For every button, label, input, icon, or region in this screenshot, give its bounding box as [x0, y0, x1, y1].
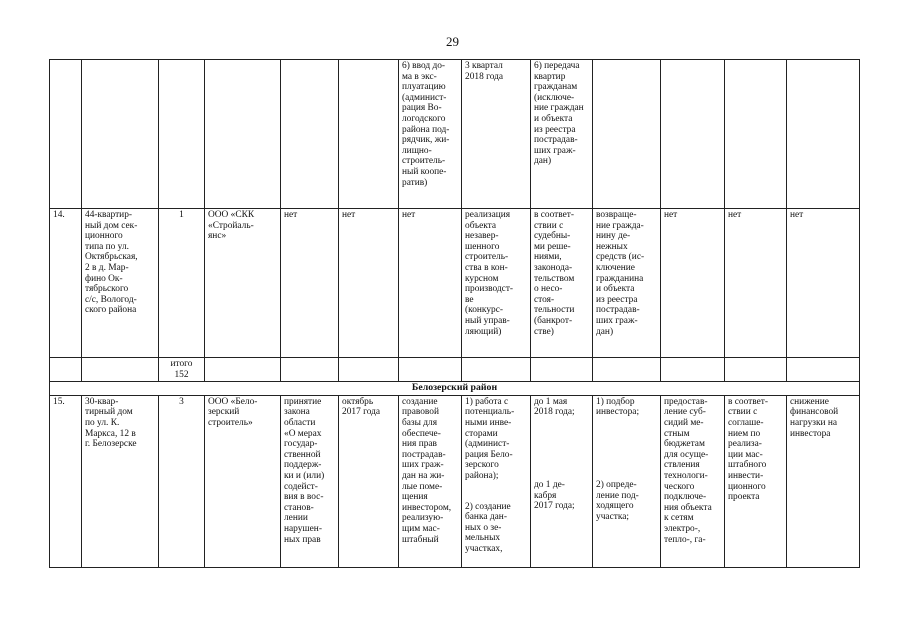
cell	[462, 358, 531, 382]
cell-lines	[284, 397, 335, 545]
cell-lines	[208, 210, 277, 242]
cell-line: Маркса, 12 в	[85, 428, 136, 439]
cell-lines	[85, 397, 155, 450]
cell-line: итого	[170, 359, 193, 369]
cell-line: бюджетам	[664, 439, 705, 450]
cell-line: ние гражда-	[596, 220, 644, 231]
cell-line: ших граж-	[596, 315, 638, 326]
cell-line: фино Ок-	[85, 273, 123, 284]
cell-line: ского района	[85, 305, 137, 316]
cell-line: (банкрот-	[534, 315, 573, 326]
term-part-2	[534, 480, 589, 512]
cell-line: ствления	[664, 460, 700, 471]
cell-c12	[725, 395, 787, 567]
cell-line: лении	[284, 513, 308, 524]
cell-line: незавер-	[465, 231, 499, 242]
cell-line: реализация	[465, 210, 511, 220]
cell-line: логодского	[402, 113, 446, 124]
cell-number: 15.	[50, 395, 82, 567]
cell-line: по ул. К.	[85, 417, 120, 428]
result-part-2	[596, 480, 657, 522]
cell-line: 1) работа с	[465, 396, 509, 407]
cell-measure	[462, 209, 531, 358]
cell-line: и объекта	[596, 284, 635, 295]
cell-line: участках,	[465, 543, 503, 554]
cell-line: ниями,	[534, 252, 562, 263]
cell-line: объекта	[465, 220, 497, 231]
cell-line: о несо-	[534, 284, 563, 295]
cell-lines	[664, 397, 721, 545]
cell-line: и объекта	[534, 113, 573, 124]
cell-line: типа по ул.	[85, 241, 129, 252]
cell	[593, 60, 661, 209]
cell	[725, 60, 787, 209]
cell-lines	[465, 210, 527, 337]
cell-line: ки и (или)	[284, 470, 325, 481]
cell-line: предостав-	[664, 396, 708, 407]
cell	[399, 358, 462, 382]
cell-line: ния прав	[402, 439, 437, 450]
cell-measure	[399, 60, 462, 209]
cell-line: г. Белозерске	[85, 439, 137, 450]
cell-line: тябрьского	[85, 284, 129, 295]
cell-c5: нет	[281, 209, 339, 358]
cell-line: гражданам	[534, 82, 578, 93]
cell	[661, 358, 725, 382]
cell-line: (конкурс-	[465, 305, 503, 316]
cell-line: ный коопе-	[402, 166, 447, 177]
cell-line: дан)	[596, 326, 614, 337]
cell-line: базы для	[402, 417, 438, 428]
cell-line: пострадав-	[534, 135, 578, 146]
cell-line: снижение	[790, 396, 829, 407]
cell-lines	[465, 61, 527, 82]
cell-line: 2) опреде-	[596, 479, 637, 490]
cell-line: сторами	[465, 428, 498, 439]
section-row	[50, 382, 860, 396]
document-table	[49, 59, 860, 568]
cell-line: (админист-	[402, 92, 447, 103]
cell-line: для осуще-	[664, 449, 709, 460]
cell-line: нагрузки на	[790, 417, 838, 428]
cell-line: кабря	[534, 490, 557, 501]
cell-line: к сетям	[664, 513, 694, 524]
cell-line: района);	[465, 470, 499, 481]
cell	[281, 60, 339, 209]
cell-line: ление суб-	[664, 407, 706, 418]
cell-line: поддерж-	[284, 460, 322, 471]
cell	[593, 358, 661, 382]
cell-line: курсном	[465, 273, 499, 284]
cell-line: ства в кон-	[465, 262, 508, 273]
cell-line: инвести-	[728, 470, 764, 481]
cell	[82, 358, 159, 382]
cell-number: 14.	[50, 209, 82, 358]
cell-line: средств (ис-	[596, 252, 645, 263]
cell-line: банка дан-	[465, 512, 507, 523]
cell-line: ление под-	[596, 490, 639, 501]
cell-line: инвестором,	[402, 502, 452, 513]
table-row-item-14	[50, 209, 860, 358]
cell-measure	[462, 395, 531, 567]
cell-term	[462, 60, 531, 209]
cell-line: нежных	[596, 241, 628, 252]
cell-line: в соответ-	[534, 210, 575, 220]
cell-line: содейст-	[284, 481, 318, 492]
cell-c12: нет	[725, 209, 787, 358]
cell-line: рация Бело-	[465, 449, 513, 460]
cell-lines	[534, 61, 589, 167]
cell-line: государ-	[284, 439, 318, 450]
cell-c13: нет	[787, 209, 860, 358]
cell-line: щим мас-	[402, 523, 440, 534]
cell-line: янс»	[208, 231, 227, 242]
cell-c11	[661, 395, 725, 567]
cell-line: тепло-, га-	[664, 534, 706, 545]
cell-developer	[205, 395, 281, 567]
cell-result	[531, 60, 593, 209]
cell-line: строитель-	[465, 252, 509, 263]
cell-c5	[281, 395, 339, 567]
cell-line: ными инве-	[465, 417, 512, 428]
cell-line: законода-	[534, 262, 573, 273]
cell-line: дан на жи-	[402, 470, 445, 481]
cell-line: Октябрьская,	[85, 252, 138, 263]
table-row-item-15	[50, 395, 860, 567]
cell-line: ческого	[664, 481, 695, 492]
cell-line: ма в экс-	[402, 71, 437, 82]
cell-line: 2018 года;	[534, 407, 575, 418]
cell-line: создание	[402, 396, 438, 407]
cell-term	[531, 395, 593, 567]
cell-line: 2018 года	[465, 71, 504, 82]
cell-lines	[534, 397, 589, 418]
cell-line: до 1 де-	[534, 479, 565, 490]
cell-line: 2017 года	[342, 407, 381, 418]
cell-line: гражданина	[596, 273, 644, 284]
cell-line: 44-квартир-	[85, 210, 133, 220]
cell-c6	[339, 395, 399, 567]
cell-line: нину де-	[596, 231, 631, 242]
cell-lines	[402, 61, 458, 188]
cell-line: октябрь	[342, 396, 374, 407]
cell-line: тельности	[534, 305, 575, 316]
cell-line: ния объекта	[664, 502, 712, 513]
result-part-1	[596, 397, 657, 418]
cell	[82, 60, 159, 209]
cell-line: 6) ввод до-	[402, 61, 446, 71]
cell-line: щения	[402, 492, 428, 503]
cell-line: из реестра	[596, 294, 638, 305]
cell-line: правовой	[402, 407, 439, 418]
cell-line: (исключе-	[534, 92, 575, 103]
cell-line: 2017 года;	[534, 501, 575, 512]
cell-c13	[787, 395, 860, 567]
cell-line: ходящего	[596, 501, 634, 512]
cell-line: ный дом сек-	[85, 220, 138, 231]
cell-c7	[399, 395, 462, 567]
cell-lines	[402, 397, 458, 545]
cell-line: ный управ-	[465, 315, 510, 326]
cell-line: строитель»	[208, 417, 253, 428]
cell-c7: нет	[399, 209, 462, 358]
cell-line: тирный дом	[85, 407, 133, 418]
cell-line: тельством	[534, 273, 575, 284]
cell-line: плуатацию	[402, 82, 446, 93]
cell	[205, 358, 281, 382]
cell-lines	[534, 210, 589, 337]
cell-line: возвраще-	[596, 210, 637, 220]
cell-line: проекта	[728, 492, 760, 503]
cell	[50, 60, 82, 209]
cell-line: дан)	[534, 156, 552, 167]
cell-lines	[85, 210, 155, 316]
cell-line: инвестора	[790, 428, 831, 439]
cell	[725, 358, 787, 382]
cell-line: штабного	[728, 460, 767, 471]
cell-line: лые поме-	[402, 481, 443, 492]
cell-lines	[534, 480, 589, 512]
cell-line: закона	[284, 407, 310, 418]
cell-line: нарушен-	[284, 523, 322, 534]
cell-line: ших граж-	[534, 145, 576, 156]
cell-line: ших граж-	[402, 460, 444, 471]
cell-line: ляющий)	[465, 326, 502, 337]
cell-line: ключение	[596, 262, 635, 273]
cell-line: 6) передача	[534, 61, 580, 71]
term-part-1	[534, 397, 589, 418]
cell-line: реализа-	[728, 439, 762, 450]
cell-line: шенного	[465, 241, 500, 252]
cell-line: из реестра	[534, 124, 576, 135]
cell-line: ми реше-	[534, 241, 571, 252]
cell-line: района под-	[402, 124, 450, 135]
cell-lines	[465, 502, 527, 555]
cell-line: сидий ме-	[664, 417, 704, 428]
cell-line: 3 квартал	[465, 61, 503, 71]
cell-line: ции мас-	[728, 449, 763, 460]
cell-line: (админист-	[465, 439, 510, 450]
cell-line: мельных	[465, 533, 501, 544]
cell-lines	[208, 397, 277, 429]
cell-line: до 1 мая	[534, 396, 568, 407]
cell-line: 2) создание	[465, 501, 511, 512]
cell	[531, 358, 593, 382]
cell-line: «О мерах	[284, 428, 322, 439]
cell	[339, 60, 399, 209]
cell	[205, 60, 281, 209]
cell-line: лищно-	[402, 145, 432, 156]
cell-lines	[596, 397, 657, 418]
cell-line: участка;	[596, 511, 629, 522]
cell-lines	[596, 480, 657, 522]
cell-line: вия в вос-	[284, 492, 324, 503]
cell-line: 30-квар-	[85, 396, 119, 407]
cell-line: стным	[664, 428, 690, 439]
cell-line: области	[284, 417, 316, 428]
cell-line: 2 в д. Мар-	[85, 262, 129, 273]
cell-line: пострадав-	[596, 305, 640, 316]
cell-line: судебны-	[534, 231, 571, 242]
cell-lines	[342, 397, 395, 418]
cell-developer	[205, 209, 281, 358]
cell-result	[593, 209, 661, 358]
cell-line: финансовой	[790, 407, 839, 418]
section-title: Белозерский район	[50, 382, 860, 396]
cell	[339, 358, 399, 382]
cell	[159, 60, 205, 209]
cell-line: зерский	[208, 407, 240, 418]
cell-count: 1	[159, 209, 205, 358]
cell-line: 152	[174, 369, 189, 380]
cell-line: ратив)	[402, 177, 428, 188]
cell-line: рядчик, жи-	[402, 135, 450, 146]
cell-line: стве)	[534, 326, 554, 337]
cell-line: ООО «Бело-	[208, 396, 258, 407]
cell-line: ствии с	[728, 407, 758, 418]
cell-object	[82, 209, 159, 358]
cell-line: электро-,	[664, 523, 701, 534]
measure-part-2	[465, 502, 527, 555]
cell	[661, 60, 725, 209]
cell	[50, 358, 82, 382]
cell	[281, 358, 339, 382]
cell-lines	[728, 397, 783, 503]
cell-count: 3	[159, 395, 205, 567]
cell-c6: нет	[339, 209, 399, 358]
cell-line: ных о зе-	[465, 522, 502, 533]
cell-result	[593, 395, 661, 567]
cell-object	[82, 395, 159, 567]
cell-lines	[596, 210, 657, 337]
cell-lines	[162, 359, 201, 380]
cell-line: реализую-	[402, 513, 444, 524]
cell-line: пострадав-	[402, 449, 446, 460]
cell-line: в соответ-	[728, 396, 769, 407]
cell-line: строитель-	[402, 156, 446, 167]
cell-line: обеспече-	[402, 428, 441, 439]
cell-line: штабный	[402, 534, 439, 545]
cell-line: ствии с	[534, 220, 564, 231]
cell-line: «Стройаль-	[208, 220, 254, 231]
cell-line: потенциаль-	[465, 407, 515, 418]
cell-line: инвестора;	[596, 407, 640, 418]
cell-c11: нет	[661, 209, 725, 358]
cell-line: стоя-	[534, 294, 555, 305]
cell-line: зерского	[465, 460, 499, 471]
cell	[787, 358, 860, 382]
cell-line: ве	[465, 294, 474, 305]
cell-term	[531, 209, 593, 358]
cell-line: квартир	[534, 71, 566, 82]
cell-line: рация Во-	[402, 103, 442, 114]
measure-part-1	[465, 397, 527, 482]
cell-line: ние граждан	[534, 103, 584, 114]
cell-line: принятие	[284, 396, 322, 407]
cell-line: ственной	[284, 449, 321, 460]
page-number: 29	[446, 34, 459, 49]
cell-lines	[465, 397, 527, 482]
cell-line: ных прав	[284, 534, 321, 545]
cell-line: 1) подбор	[596, 396, 635, 407]
table-row-total	[50, 358, 860, 382]
cell	[787, 60, 860, 209]
cell-line: подключе-	[664, 492, 707, 503]
cell-line: производст-	[465, 284, 514, 295]
cell-total	[159, 358, 205, 382]
cell-line: с/с, Вологод-	[85, 294, 137, 305]
cell-lines	[790, 397, 856, 439]
cell-line: станов-	[284, 502, 314, 513]
cell-line: ционного	[85, 231, 123, 242]
table-row-continuation	[50, 60, 860, 209]
cell-line: ционного	[728, 481, 766, 492]
cell-line: соглаше-	[728, 417, 764, 428]
cell-line: технологи-	[664, 470, 708, 481]
cell-line: ООО «СКК	[208, 210, 255, 220]
cell-line: нием по	[728, 428, 761, 439]
